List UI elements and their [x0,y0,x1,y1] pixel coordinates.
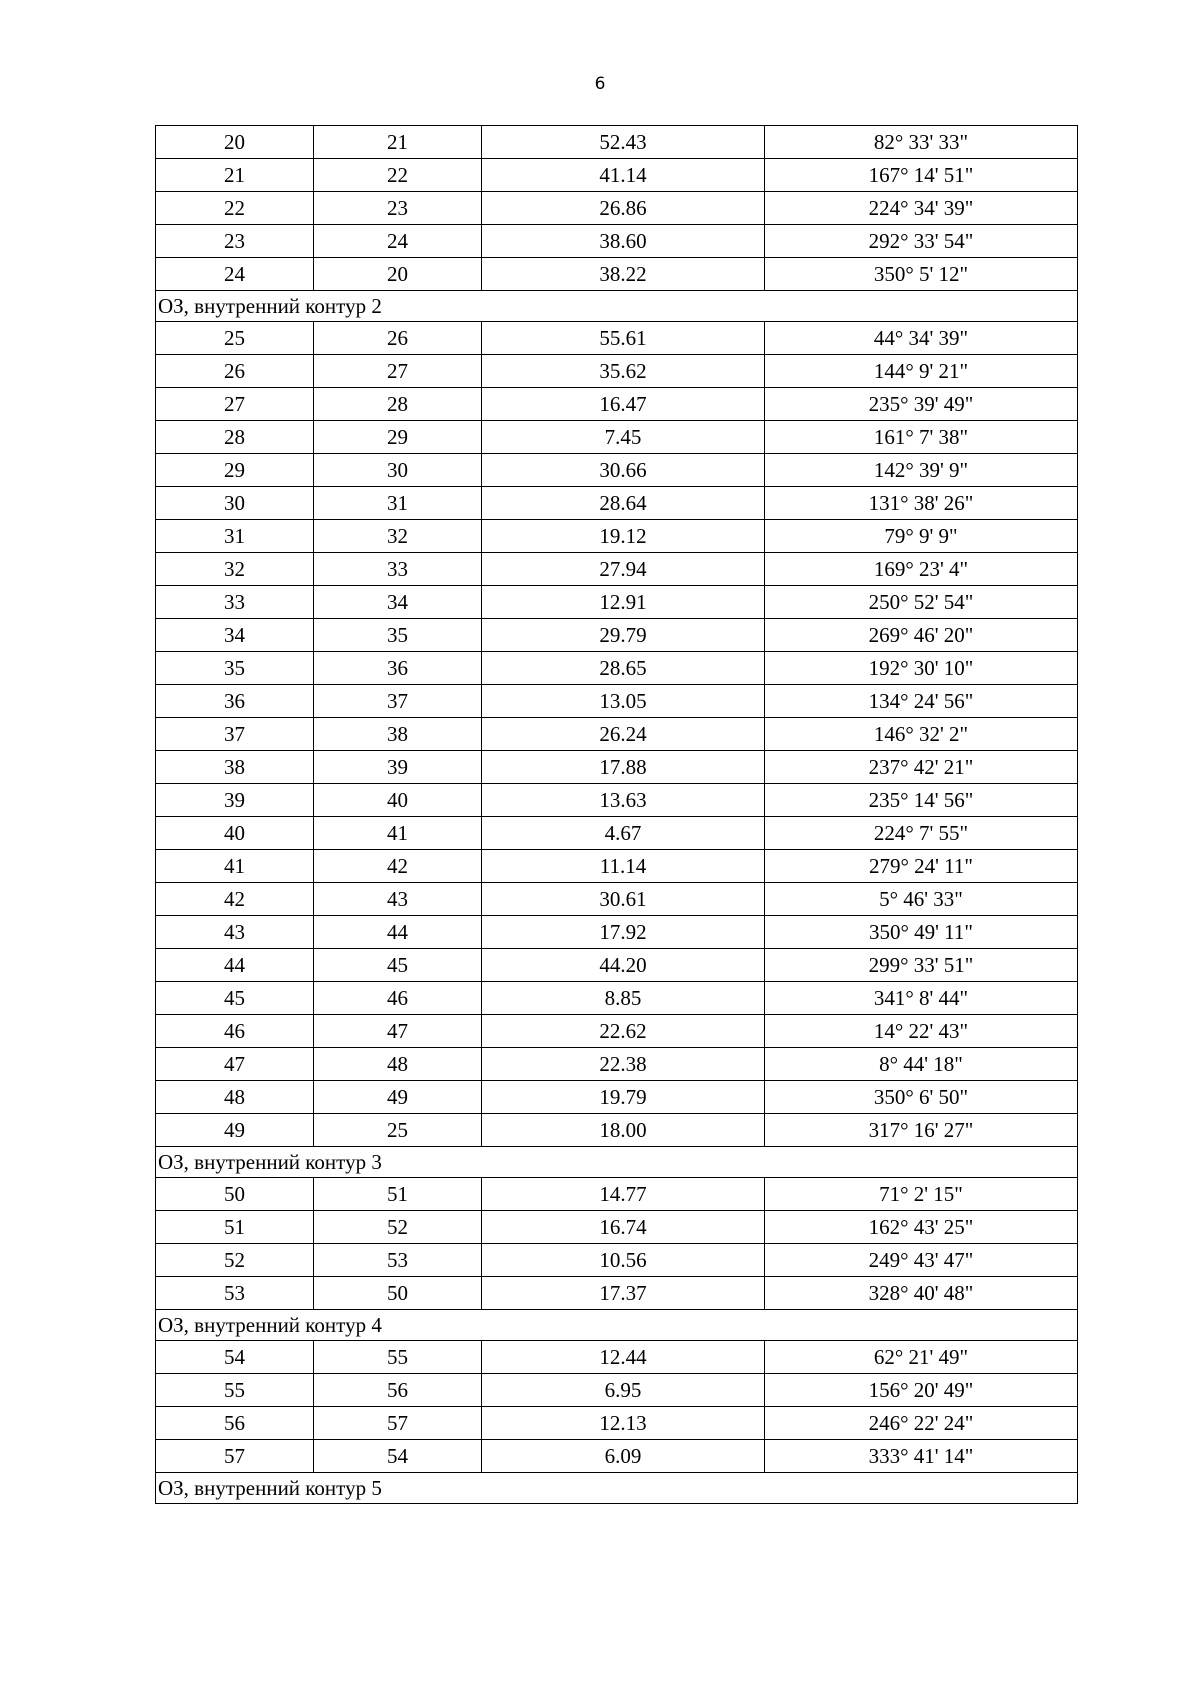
table-row [156,1081,1078,1114]
bearing-cell: 350° 49' 11" [765,916,1078,949]
bearing-cell: 192° 30' 10" [765,652,1078,685]
table-row [156,949,1078,982]
from-point-cell: 20 [156,126,314,159]
bearing-cell: 79° 9' 9" [765,520,1078,553]
length-cell: 17.37 [482,1277,765,1310]
table-row [156,126,1078,159]
from-point-cell: 52 [156,1244,314,1277]
length-cell: 6.09 [482,1440,765,1473]
table-row [156,159,1078,192]
length-cell: 17.88 [482,751,765,784]
to-point-cell: 31 [314,487,482,520]
table-row [156,751,1078,784]
length-cell: 10.56 [482,1244,765,1277]
to-point-cell: 39 [314,751,482,784]
table-row [156,322,1078,355]
from-point-cell: 44 [156,949,314,982]
bearing-cell: 328° 40' 48" [765,1277,1078,1310]
bearing-cell: 5° 46' 33" [765,883,1078,916]
to-point-cell: 51 [314,1178,482,1211]
to-point-cell: 47 [314,1015,482,1048]
length-cell: 35.62 [482,355,765,388]
length-cell: 22.38 [482,1048,765,1081]
to-point-cell: 55 [314,1341,482,1374]
table-row [156,652,1078,685]
from-point-cell: 42 [156,883,314,916]
table-row [156,487,1078,520]
page-number: 6 [594,74,606,94]
bearing-cell: 333° 41' 14" [765,1440,1078,1473]
length-cell: 38.22 [482,258,765,291]
bearing-cell: 237° 42' 21" [765,751,1078,784]
bearing-cell: 250° 52' 54" [765,586,1078,619]
length-cell: 19.12 [482,520,765,553]
length-cell: 6.95 [482,1374,765,1407]
table-row [156,916,1078,949]
table-row [156,1114,1078,1147]
length-cell: 26.86 [482,192,765,225]
from-point-cell: 26 [156,355,314,388]
to-point-cell: 43 [314,883,482,916]
from-point-cell: 46 [156,1015,314,1048]
bearing-cell: 224° 7' 55" [765,817,1078,850]
from-point-cell: 48 [156,1081,314,1114]
bearing-cell: 235° 39' 49" [765,388,1078,421]
section-label: ОЗ, внутренний контур 5 [156,1473,1078,1504]
to-point-cell: 53 [314,1244,482,1277]
length-cell: 17.92 [482,916,765,949]
from-point-cell: 57 [156,1440,314,1473]
section-header-row [156,1147,1078,1178]
from-point-cell: 49 [156,1114,314,1147]
length-cell: 19.79 [482,1081,765,1114]
from-point-cell: 38 [156,751,314,784]
bearing-cell: 169° 23' 4" [765,553,1078,586]
to-point-cell: 21 [314,126,482,159]
table-row [156,718,1078,751]
length-cell: 14.77 [482,1178,765,1211]
from-point-cell: 32 [156,553,314,586]
bearing-cell: 142° 39' 9" [765,454,1078,487]
length-cell: 28.64 [482,487,765,520]
from-point-cell: 33 [156,586,314,619]
to-point-cell: 52 [314,1211,482,1244]
table-row [156,1440,1078,1473]
table-row [156,388,1078,421]
table-row [156,619,1078,652]
table-row [156,454,1078,487]
bearing-cell: 224° 34' 39" [765,192,1078,225]
length-cell: 16.47 [482,388,765,421]
from-point-cell: 43 [156,916,314,949]
bearing-cell: 131° 38' 26" [765,487,1078,520]
table-row [156,520,1078,553]
table-row [156,1407,1078,1440]
to-point-cell: 20 [314,258,482,291]
table-row [156,982,1078,1015]
survey-table [155,125,1078,1504]
from-point-cell: 34 [156,619,314,652]
section-label: ОЗ, внутренний контур 3 [156,1147,1078,1178]
bearing-cell: 162° 43' 25" [765,1211,1078,1244]
bearing-cell: 14° 22' 43" [765,1015,1078,1048]
length-cell: 12.13 [482,1407,765,1440]
bearing-cell: 292° 33' 54" [765,225,1078,258]
from-point-cell: 29 [156,454,314,487]
to-point-cell: 50 [314,1277,482,1310]
to-point-cell: 33 [314,553,482,586]
from-point-cell: 39 [156,784,314,817]
from-point-cell: 54 [156,1341,314,1374]
to-point-cell: 57 [314,1407,482,1440]
from-point-cell: 22 [156,192,314,225]
from-point-cell: 27 [156,388,314,421]
section-label: ОЗ, внутренний контур 4 [156,1310,1078,1341]
length-cell: 16.74 [482,1211,765,1244]
bearing-cell: 235° 14' 56" [765,784,1078,817]
length-cell: 30.66 [482,454,765,487]
to-point-cell: 40 [314,784,482,817]
length-cell: 28.65 [482,652,765,685]
to-point-cell: 56 [314,1374,482,1407]
to-point-cell: 25 [314,1114,482,1147]
bearing-cell: 350° 6' 50" [765,1081,1078,1114]
bearing-cell: 144° 9' 21" [765,355,1078,388]
length-cell: 18.00 [482,1114,765,1147]
from-point-cell: 31 [156,520,314,553]
bearing-cell: 71° 2' 15" [765,1178,1078,1211]
from-point-cell: 41 [156,850,314,883]
bearing-cell: 161° 7' 38" [765,421,1078,454]
to-point-cell: 46 [314,982,482,1015]
to-point-cell: 23 [314,192,482,225]
bearing-cell: 167° 14' 51" [765,159,1078,192]
length-cell: 27.94 [482,553,765,586]
length-cell: 29.79 [482,619,765,652]
from-point-cell: 36 [156,685,314,718]
from-point-cell: 21 [156,159,314,192]
table-row [156,225,1078,258]
to-point-cell: 24 [314,225,482,258]
to-point-cell: 32 [314,520,482,553]
length-cell: 11.14 [482,850,765,883]
to-point-cell: 35 [314,619,482,652]
bearing-cell: 156° 20' 49" [765,1374,1078,1407]
table-row [156,883,1078,916]
to-point-cell: 41 [314,817,482,850]
section-header-row [156,1473,1078,1504]
to-point-cell: 22 [314,159,482,192]
table-row [156,421,1078,454]
to-point-cell: 54 [314,1440,482,1473]
length-cell: 55.61 [482,322,765,355]
from-point-cell: 30 [156,487,314,520]
bearing-cell: 82° 33' 33" [765,126,1078,159]
bearing-cell: 279° 24' 11" [765,850,1078,883]
section-header-row [156,1310,1078,1341]
from-point-cell: 35 [156,652,314,685]
length-cell: 38.60 [482,225,765,258]
from-point-cell: 55 [156,1374,314,1407]
bearing-cell: 350° 5' 12" [765,258,1078,291]
table-row [156,850,1078,883]
table-row [156,1048,1078,1081]
table-row [156,586,1078,619]
to-point-cell: 36 [314,652,482,685]
table-row [156,1015,1078,1048]
to-point-cell: 28 [314,388,482,421]
table-row [156,355,1078,388]
from-point-cell: 24 [156,258,314,291]
to-point-cell: 44 [314,916,482,949]
bearing-cell: 62° 21' 49" [765,1341,1078,1374]
table-row [156,1178,1078,1211]
table-row [156,553,1078,586]
length-cell: 7.45 [482,421,765,454]
length-cell: 13.63 [482,784,765,817]
to-point-cell: 37 [314,685,482,718]
to-point-cell: 29 [314,421,482,454]
length-cell: 52.43 [482,126,765,159]
table-row [156,1341,1078,1374]
from-point-cell: 25 [156,322,314,355]
length-cell: 22.62 [482,1015,765,1048]
from-point-cell: 56 [156,1407,314,1440]
from-point-cell: 45 [156,982,314,1015]
length-cell: 12.91 [482,586,765,619]
bearing-cell: 8° 44' 18" [765,1048,1078,1081]
from-point-cell: 47 [156,1048,314,1081]
length-cell: 8.85 [482,982,765,1015]
table-row [156,685,1078,718]
to-point-cell: 38 [314,718,482,751]
table-row [156,1277,1078,1310]
from-point-cell: 50 [156,1178,314,1211]
from-point-cell: 40 [156,817,314,850]
to-point-cell: 26 [314,322,482,355]
to-point-cell: 42 [314,850,482,883]
from-point-cell: 51 [156,1211,314,1244]
bearing-cell: 44° 34' 39" [765,322,1078,355]
table-row [156,1244,1078,1277]
bearing-cell: 146° 32' 2" [765,718,1078,751]
survey-table-body [156,126,1078,1504]
length-cell: 13.05 [482,685,765,718]
to-point-cell: 27 [314,355,482,388]
length-cell: 26.24 [482,718,765,751]
to-point-cell: 45 [314,949,482,982]
length-cell: 12.44 [482,1341,765,1374]
bearing-cell: 341° 8' 44" [765,982,1078,1015]
from-point-cell: 23 [156,225,314,258]
table-row [156,1374,1078,1407]
table-row [156,192,1078,225]
table-row [156,1211,1078,1244]
from-point-cell: 37 [156,718,314,751]
from-point-cell: 28 [156,421,314,454]
from-point-cell: 53 [156,1277,314,1310]
section-header-row [156,291,1078,322]
length-cell: 44.20 [482,949,765,982]
section-label: ОЗ, внутренний контур 2 [156,291,1078,322]
bearing-cell: 269° 46' 20" [765,619,1078,652]
bearing-cell: 299° 33' 51" [765,949,1078,982]
table-row [156,784,1078,817]
table-row [156,817,1078,850]
length-cell: 41.14 [482,159,765,192]
bearing-cell: 134° 24' 56" [765,685,1078,718]
length-cell: 30.61 [482,883,765,916]
table-row [156,258,1078,291]
bearing-cell: 249° 43' 47" [765,1244,1078,1277]
to-point-cell: 30 [314,454,482,487]
bearing-cell: 317° 16' 27" [765,1114,1078,1147]
to-point-cell: 49 [314,1081,482,1114]
to-point-cell: 34 [314,586,482,619]
bearing-cell: 246° 22' 24" [765,1407,1078,1440]
length-cell: 4.67 [482,817,765,850]
to-point-cell: 48 [314,1048,482,1081]
